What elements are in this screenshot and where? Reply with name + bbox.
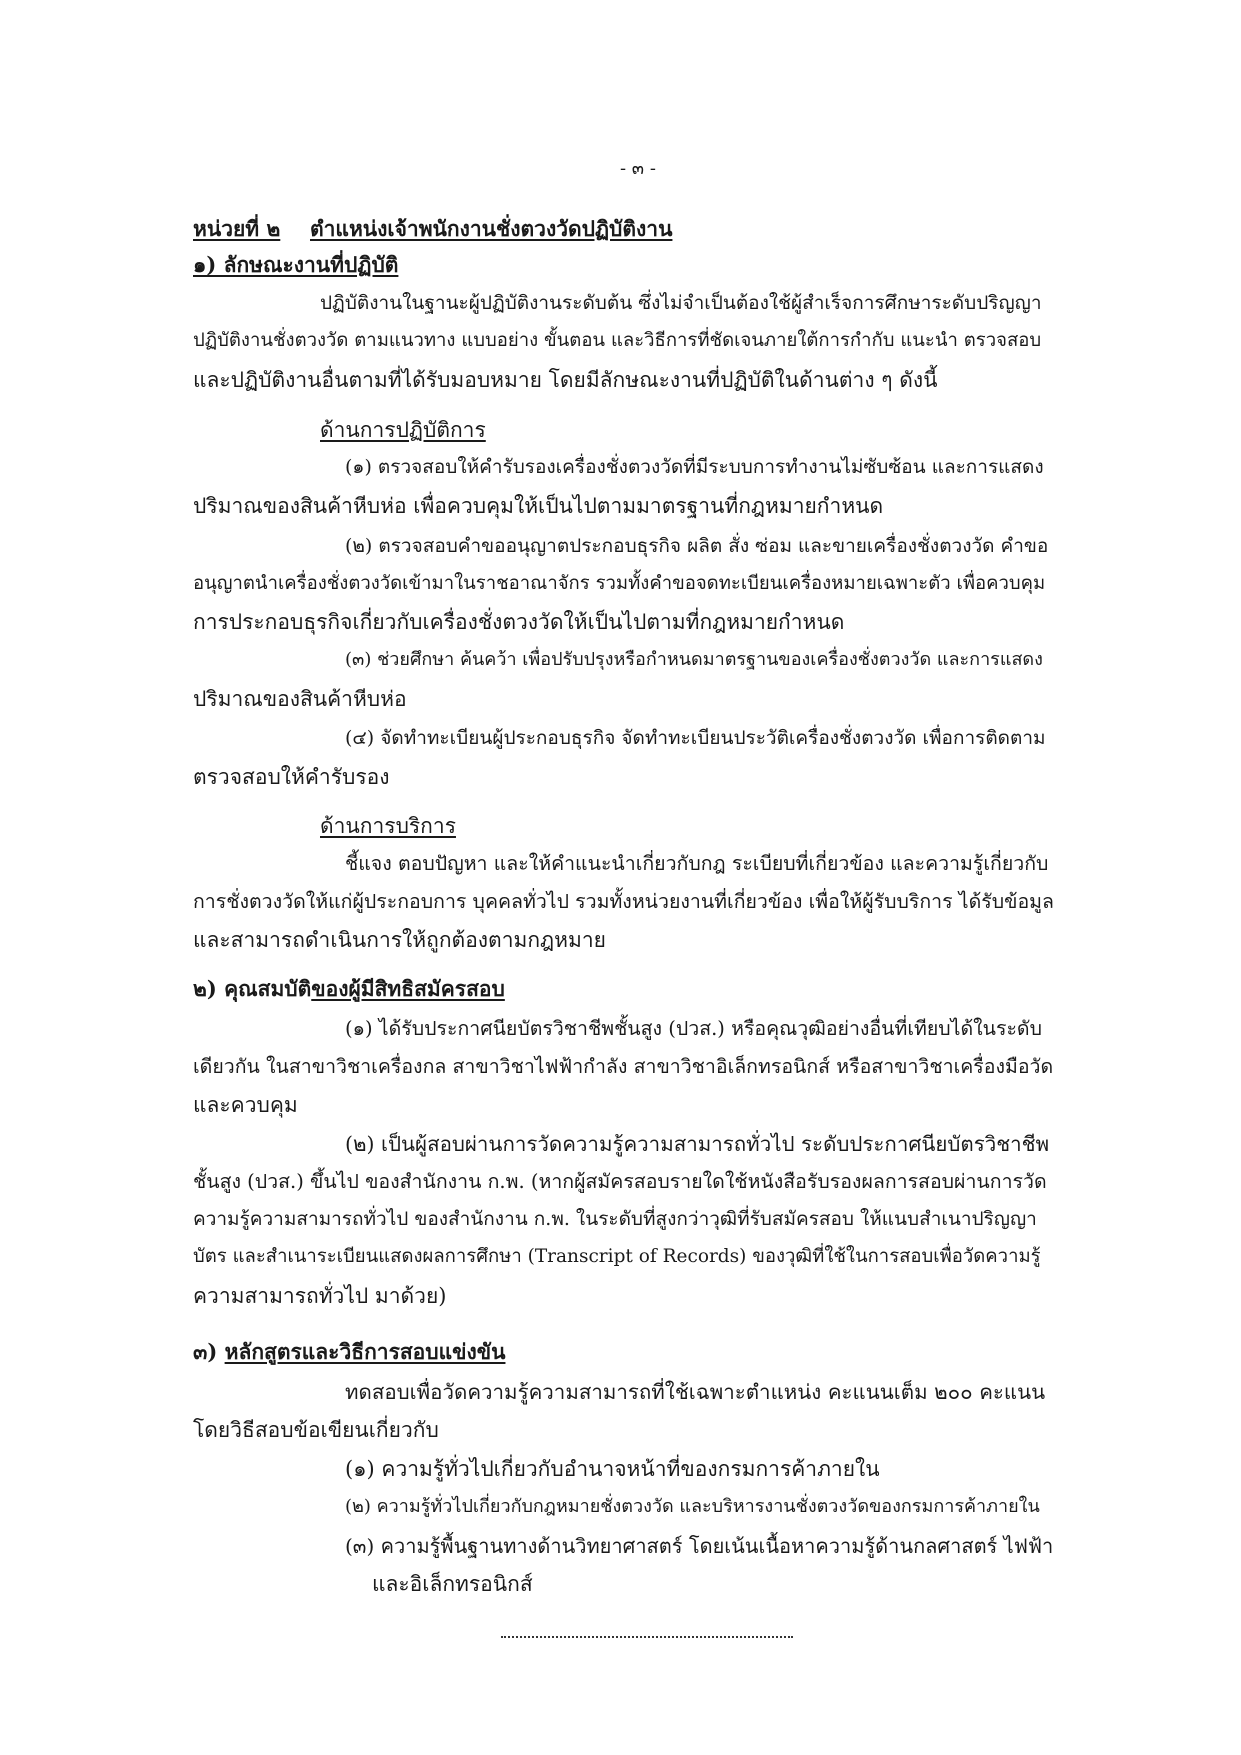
section3-line: ทดสอบเพื่อวัดความรู้ความสามารถที่ใช้เฉพาะตำแหน่ง คะแนนเต็ม ๒๐๐ คะแนน xyxy=(345,1380,1046,1404)
section3-line: โดยวิธีสอบข้อเขียนเกี่ยวกับ xyxy=(193,1418,439,1442)
section1-intro-line: ปฏิบัติงานในฐานะผู้ปฏิบัติงานระดับต้น ซึ่งไม่จำเป็นต้องใช้ผู้สำเร็จการศึกษาระดับปริญญา xyxy=(320,292,1042,314)
service-line: การชั่งตวงวัดให้แก่ผู้ประกอบการ บุคคลทั่วไป รวมทั้งหน่วยงานที่เกี่ยวข้อง เพื่อให้ผู้รับบริการ ได้รับข้อมูล xyxy=(193,890,1054,913)
operations-heading: ด้านการปฏิบัติการ xyxy=(320,418,486,442)
section3-line: และอิเล็กทรอนิกส์ xyxy=(372,1572,533,1596)
section1-heading-text: ๑) ลักษณะงานที่ปฏิบัติ xyxy=(193,252,399,277)
operations-line: ปริมาณของสินค้าหีบห่อ xyxy=(193,687,407,711)
section1-intro-line: และปฏิบัติงานอื่นตามที่ได้รับมอบหมาย โดยมีลักษณะงานที่ปฏิบัติในด้านต่าง ๆ ดังนี้ xyxy=(193,368,938,392)
section2-line: บัตร และสำเนาระเบียนแสดงผลการศึกษา (Transcript of Records) ของวุฒิที่ใช้ในการสอบเพื่อวัดความรู้ xyxy=(193,1246,1041,1267)
operations-line: (๓) ช่วยศึกษา ค้นคว้า เพื่อปรับปรุงหรือกำหนดมาตรฐานของเครื่องชั่งตวงวัด และการแสดง xyxy=(345,649,1043,670)
operations-line: การประกอบธุรกิจเกี่ยวกับเครื่องชั่งตวงวัดให้เป็นไปตามที่กฎหมายกำหนด xyxy=(193,610,845,634)
unit-prefix: หน่วยที่ ๒ xyxy=(193,216,281,241)
unit-title: ตำแหน่งเจ้าพนักงานชั่งตวงวัดปฏิบัติงาน xyxy=(310,216,673,241)
end-divider xyxy=(501,1636,793,1638)
section3-line: (๓) ความรู้พื้นฐานทางด้านวิทยาศาสตร์ โดยเน้นเนื้อหาความรู้ด้านกลศาสตร์ ไฟฟ้า xyxy=(345,1534,1054,1558)
section2-heading xyxy=(193,978,505,999)
service-line: และสามารถดำเนินการให้ถูกต้องตามกฎหมาย xyxy=(193,928,606,952)
operations-line: ปริมาณของสินค้าหีบห่อ เพื่อควบคุมให้เป็นไปตามมาตรฐานที่กฎหมายกำหนด xyxy=(193,494,884,518)
section3-heading-underlined: หลักสูตรและวิธีการสอบแข่งขัน xyxy=(224,1339,506,1364)
section2-line: ชั้นสูง (ปวส.) ขึ้นไป ของสำนักงาน ก.พ. (หากผู้สมัครสอบรายใดใช้หนังสือรับรองผลการสอบผ่านการวัด xyxy=(193,1170,1047,1193)
operations-line: อนุญาตนำเครื่องชั่งตวงวัดเข้ามาในราชอาณาจักร รวมทั้งคำขอจดทะเบียนเครื่องหมายเฉพาะตัว เพื่อควบคุม xyxy=(193,573,1046,594)
section2-heading-underlined: ของผู้มีสิทธิสมัครสอบ xyxy=(311,976,505,1001)
service-line: ชี้แจง ตอบปัญหา และให้คำแนะนำเกี่ยวกับกฎ ระเบียบที่เกี่ยวข้อง และความรู้เกี่ยวกับ xyxy=(345,852,1049,875)
section1-heading xyxy=(193,254,398,275)
section2-line: ความสามารถทั่วไป มาด้วย) xyxy=(193,1284,447,1308)
page-number: - ๓ - xyxy=(620,158,656,179)
operations-line: ตรวจสอบให้คำรับรอง xyxy=(193,765,390,789)
section3-line: (๒) ความรู้ทั่วไปเกี่ยวกับกฎหมายชั่งตวงวัด และบริหารงานชั่งตวงวัดของกรมการค้าภายใน xyxy=(345,1496,1040,1517)
section1-intro-line: ปฏิบัติงานชั่งตวงวัด ตามแนวทาง แบบอย่าง ขั้นตอน และวิธีการที่ชัดเจนภายใต้การกำกับ แนะนำ ตรวจสอบ xyxy=(193,330,1042,351)
section2-line: เดียวกัน ในสาขาวิชาเครื่องกล สาขาวิชาไฟฟ้ากำลัง สาขาวิชาอิเล็กทรอนิกส์ หรือสาขาวิชาเครื่องมือวัด xyxy=(193,1055,1054,1078)
section3-heading-prefix: ๓) xyxy=(193,1339,218,1364)
section2-line: ความรู้ความสามารถทั่วไป ของสำนักงาน ก.พ. ในระดับที่สูงกว่าวุฒิที่รับสมัครสอบ ให้แนบสำเนาปริญญา xyxy=(193,1208,1037,1230)
operations-line: (๒) ตรวจสอบคำขออนุญาตประกอบธุรกิจ ผลิต สั่ง ซ่อม และขายเครื่องชั่งตวงวัด คำขอ xyxy=(345,535,1049,557)
operations-line: (๔) จัดทำทะเบียนผู้ประกอบธุรกิจ จัดทำทะเบียนประวัติเครื่องชั่งตวงวัด เพื่อการติดตาม xyxy=(345,727,1046,749)
operations-line: (๑) ตรวจสอบให้คำรับรองเครื่องชั่งตวงวัดที่มีระบบการทำงานไม่ซับซ้อน และการแสดง xyxy=(345,456,1044,478)
section3-heading xyxy=(193,1341,505,1362)
section2-heading-prefix: ๒) คุณสมบัติ xyxy=(193,976,312,1001)
section2-line: (๑) ได้รับประกาศนียบัตรวิชาชีพชั้นสูง (ปวส.) หรือคุณวุฒิอย่างอื่นที่เทียบได้ในระดับ xyxy=(345,1017,1042,1040)
service-heading: ด้านการบริการ xyxy=(320,814,456,838)
section2-line: (๒) เป็นผู้สอบผ่านการวัดความรู้ความสามารถทั่วไป ระดับประกาศนียบัตรวิชาชีพ xyxy=(345,1132,1050,1156)
section2-line: และควบคุม xyxy=(193,1093,298,1117)
section3-line: (๑) ความรู้ทั่วไปเกี่ยวกับอำนาจหน้าที่ของกรมการค้าภายใน xyxy=(345,1457,880,1481)
